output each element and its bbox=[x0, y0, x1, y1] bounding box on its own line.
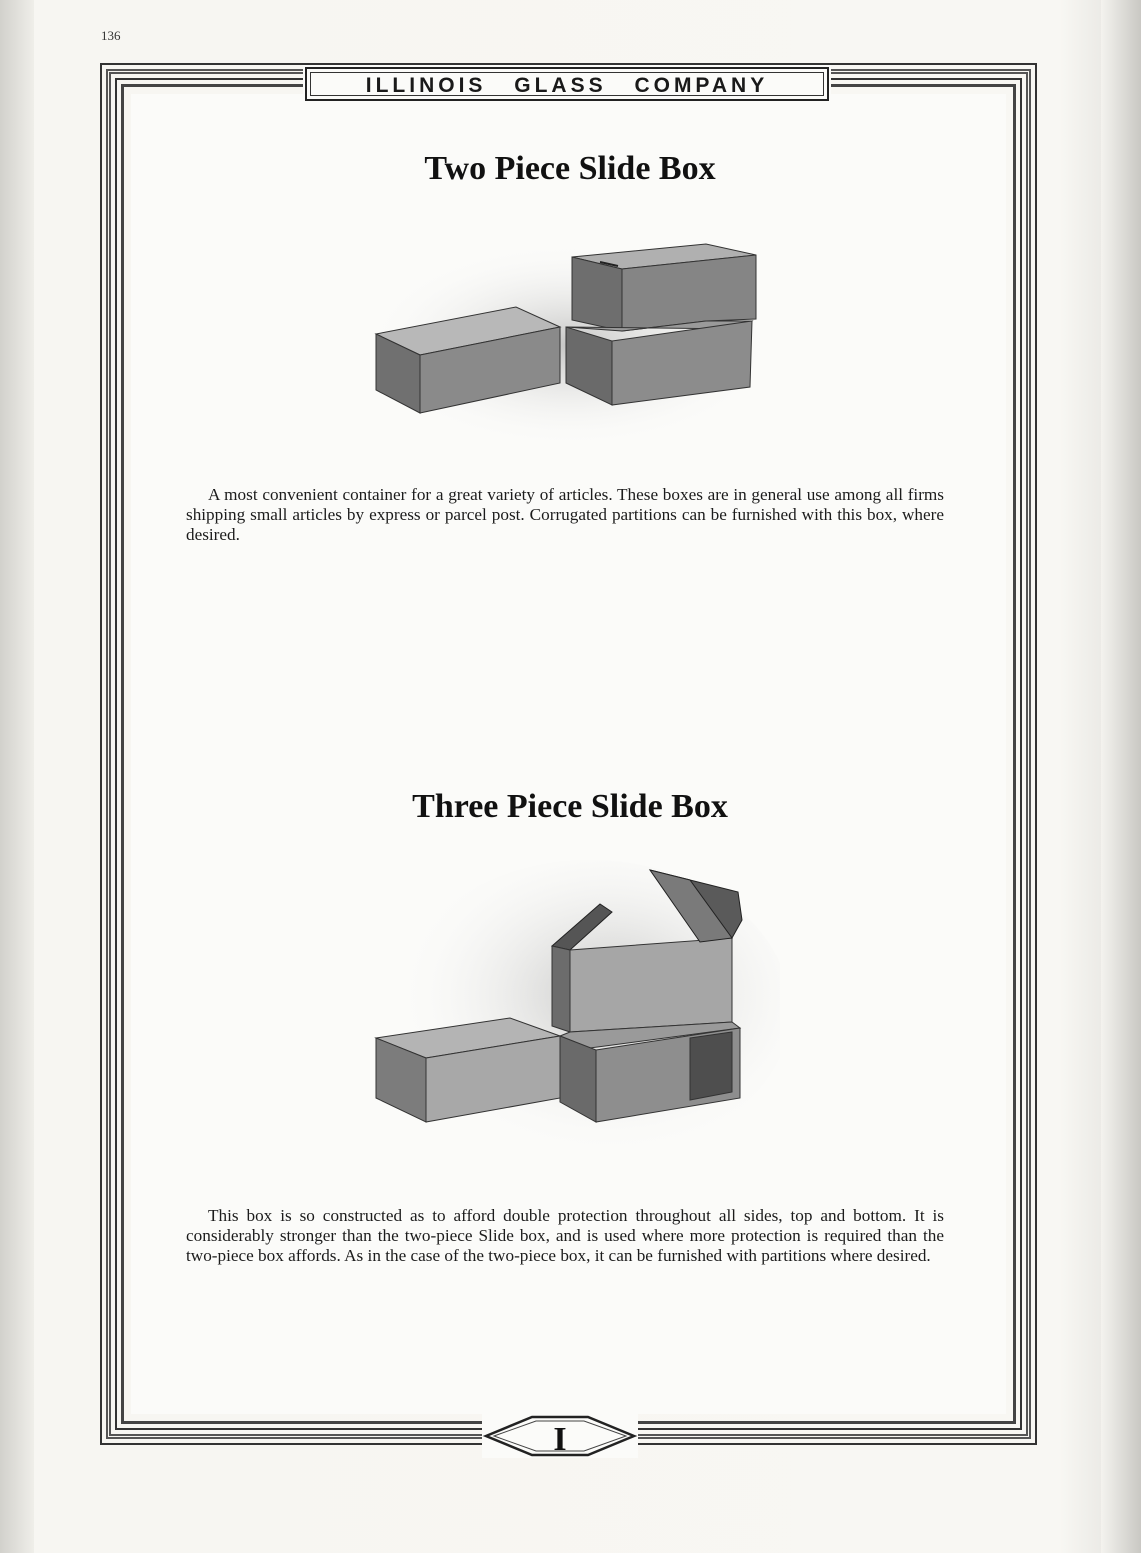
page-number: 136 bbox=[101, 28, 121, 43]
page-edge-shadow bbox=[1101, 0, 1141, 1553]
three-piece-description bbox=[186, 1206, 944, 1266]
two-piece-description bbox=[186, 485, 944, 545]
three-piece-description-text: This box is so constructed as to afford double protection throughout all sides, top and bottom. It is considerably stronger than the two-piece Slide box, and is used where more protection is required than the two-piece box affords. As in the case of the two-piece box, it can be furnished with partitions where desired. bbox=[186, 1206, 944, 1265]
three-piece-box-illustration bbox=[360, 860, 780, 1175]
section-title-two-piece: Two Piece Slide Box bbox=[424, 150, 716, 187]
two-piece-box-illustration bbox=[360, 235, 780, 450]
section-title-three-piece: Three Piece Slide Box bbox=[412, 788, 728, 825]
two-piece-description-text: A most convenient container for a great variety of articles. These boxes are in general use among all firms shipping small articles by express or parcel post. Corrugated partitions can be furnished with this box, where desired. bbox=[186, 485, 944, 544]
company-logo-diamond bbox=[482, 1414, 638, 1458]
company-header-box bbox=[305, 67, 829, 101]
logo-letter: I bbox=[553, 1421, 567, 1458]
company-name: ILLINOIS GLASS COMPANY bbox=[365, 74, 769, 97]
book-spine-shadow bbox=[0, 0, 34, 1553]
